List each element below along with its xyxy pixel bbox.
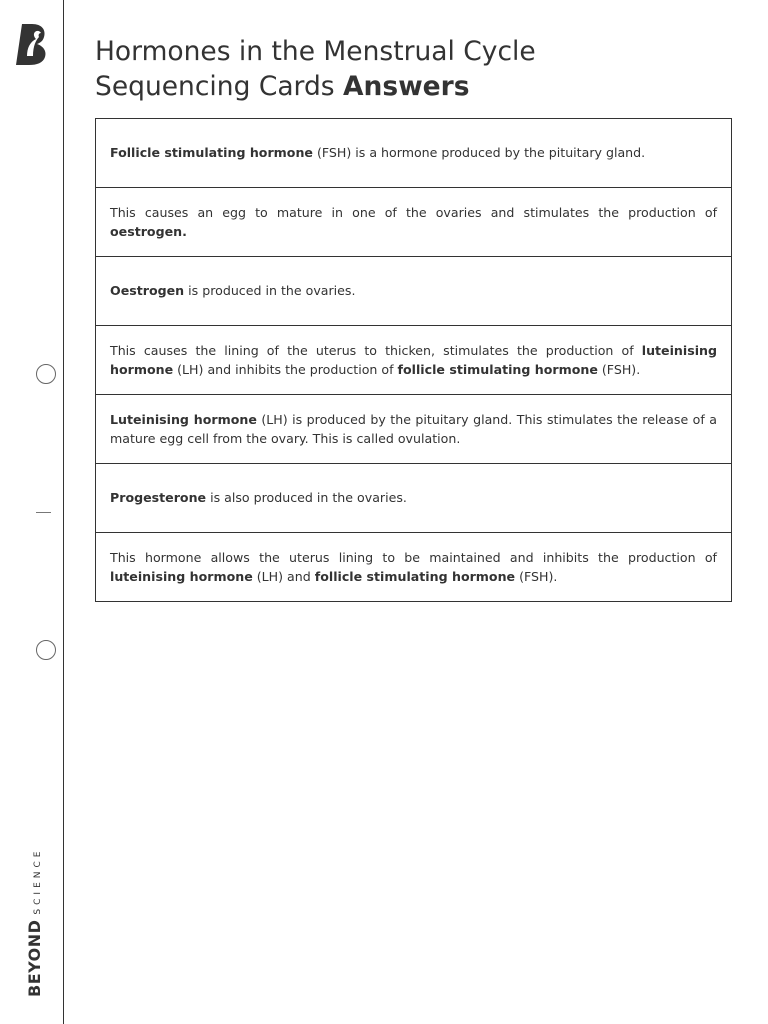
card-text	[110, 488, 717, 508]
margin-line	[63, 0, 64, 1024]
page-title	[95, 34, 735, 104]
brand-wordmark	[25, 848, 44, 997]
sequencing-card	[96, 257, 731, 326]
card-text-bold: Follicle stimulating hormone	[110, 145, 313, 161]
card-text-segment: (FSH).	[515, 569, 558, 584]
brand-name: BEYOND	[25, 919, 44, 997]
card-text-segment: is produced in the ovaries.	[184, 283, 356, 299]
sequencing-card	[96, 188, 731, 257]
card-text-bold: luteinising hormone	[110, 569, 253, 584]
fold-mark	[36, 512, 51, 513]
card-text	[110, 143, 717, 163]
title-line-2	[95, 69, 735, 104]
card-text-segment: This causes an egg to mature in one of the ovaries and stimulates the production of	[110, 204, 717, 220]
binder-hole-top	[36, 364, 56, 384]
beyond-science-logo	[14, 22, 52, 66]
card-text-bold: Oestrogen	[110, 283, 185, 299]
binder-hole-bottom	[36, 640, 56, 660]
card-text-bold: follicle stimulating hormone	[314, 569, 516, 584]
card-text	[110, 548, 717, 587]
card-text	[110, 203, 717, 242]
card-text-bold: Luteinising hormone	[110, 411, 257, 427]
card-text-bold: Progesterone	[110, 490, 207, 506]
title-answers: Answers	[343, 71, 470, 102]
sequencing-card	[96, 464, 731, 533]
card-text-segment: (LH) is produced by the pituitary gland. This stimulates the release of a mature egg cell from the ovary. This is called ovulation.	[110, 411, 717, 446]
sequencing-card	[96, 395, 731, 464]
card-text	[110, 410, 717, 449]
card-text	[110, 281, 717, 301]
card-text-segment: (LH) and inhibits the production of	[173, 362, 398, 377]
sequencing-card	[96, 326, 731, 395]
card-text-segment: This causes the lining of the uterus to thicken, stimulates the production of	[110, 342, 642, 358]
sequencing-card	[96, 533, 731, 601]
card-text-segment: (FSH).	[597, 362, 641, 377]
card-text-bold: luteinising hormone	[110, 342, 717, 377]
card-text-segment: This hormone allows the uterus lining to be maintained and inhibits the production of	[110, 549, 717, 565]
card-text-segment: is also produced in the ovaries.	[206, 490, 407, 506]
sequencing-cards-table	[95, 118, 732, 602]
title-line-1: Hormones in the Menstrual Cycle	[95, 36, 536, 67]
card-text	[110, 341, 717, 380]
card-text-segment: (LH) and	[252, 569, 315, 584]
card-text-segment: (FSH) is a hormone produced by the pituitary gland.	[312, 145, 646, 161]
card-text-bold: follicle stimulating hormone	[397, 362, 598, 377]
card-text-bold: oestrogen.	[110, 224, 187, 239]
title-line-2-prefix: Sequencing Cards	[95, 71, 344, 102]
brand-sub: SCIENCE	[33, 847, 43, 915]
sequencing-card	[96, 119, 731, 188]
